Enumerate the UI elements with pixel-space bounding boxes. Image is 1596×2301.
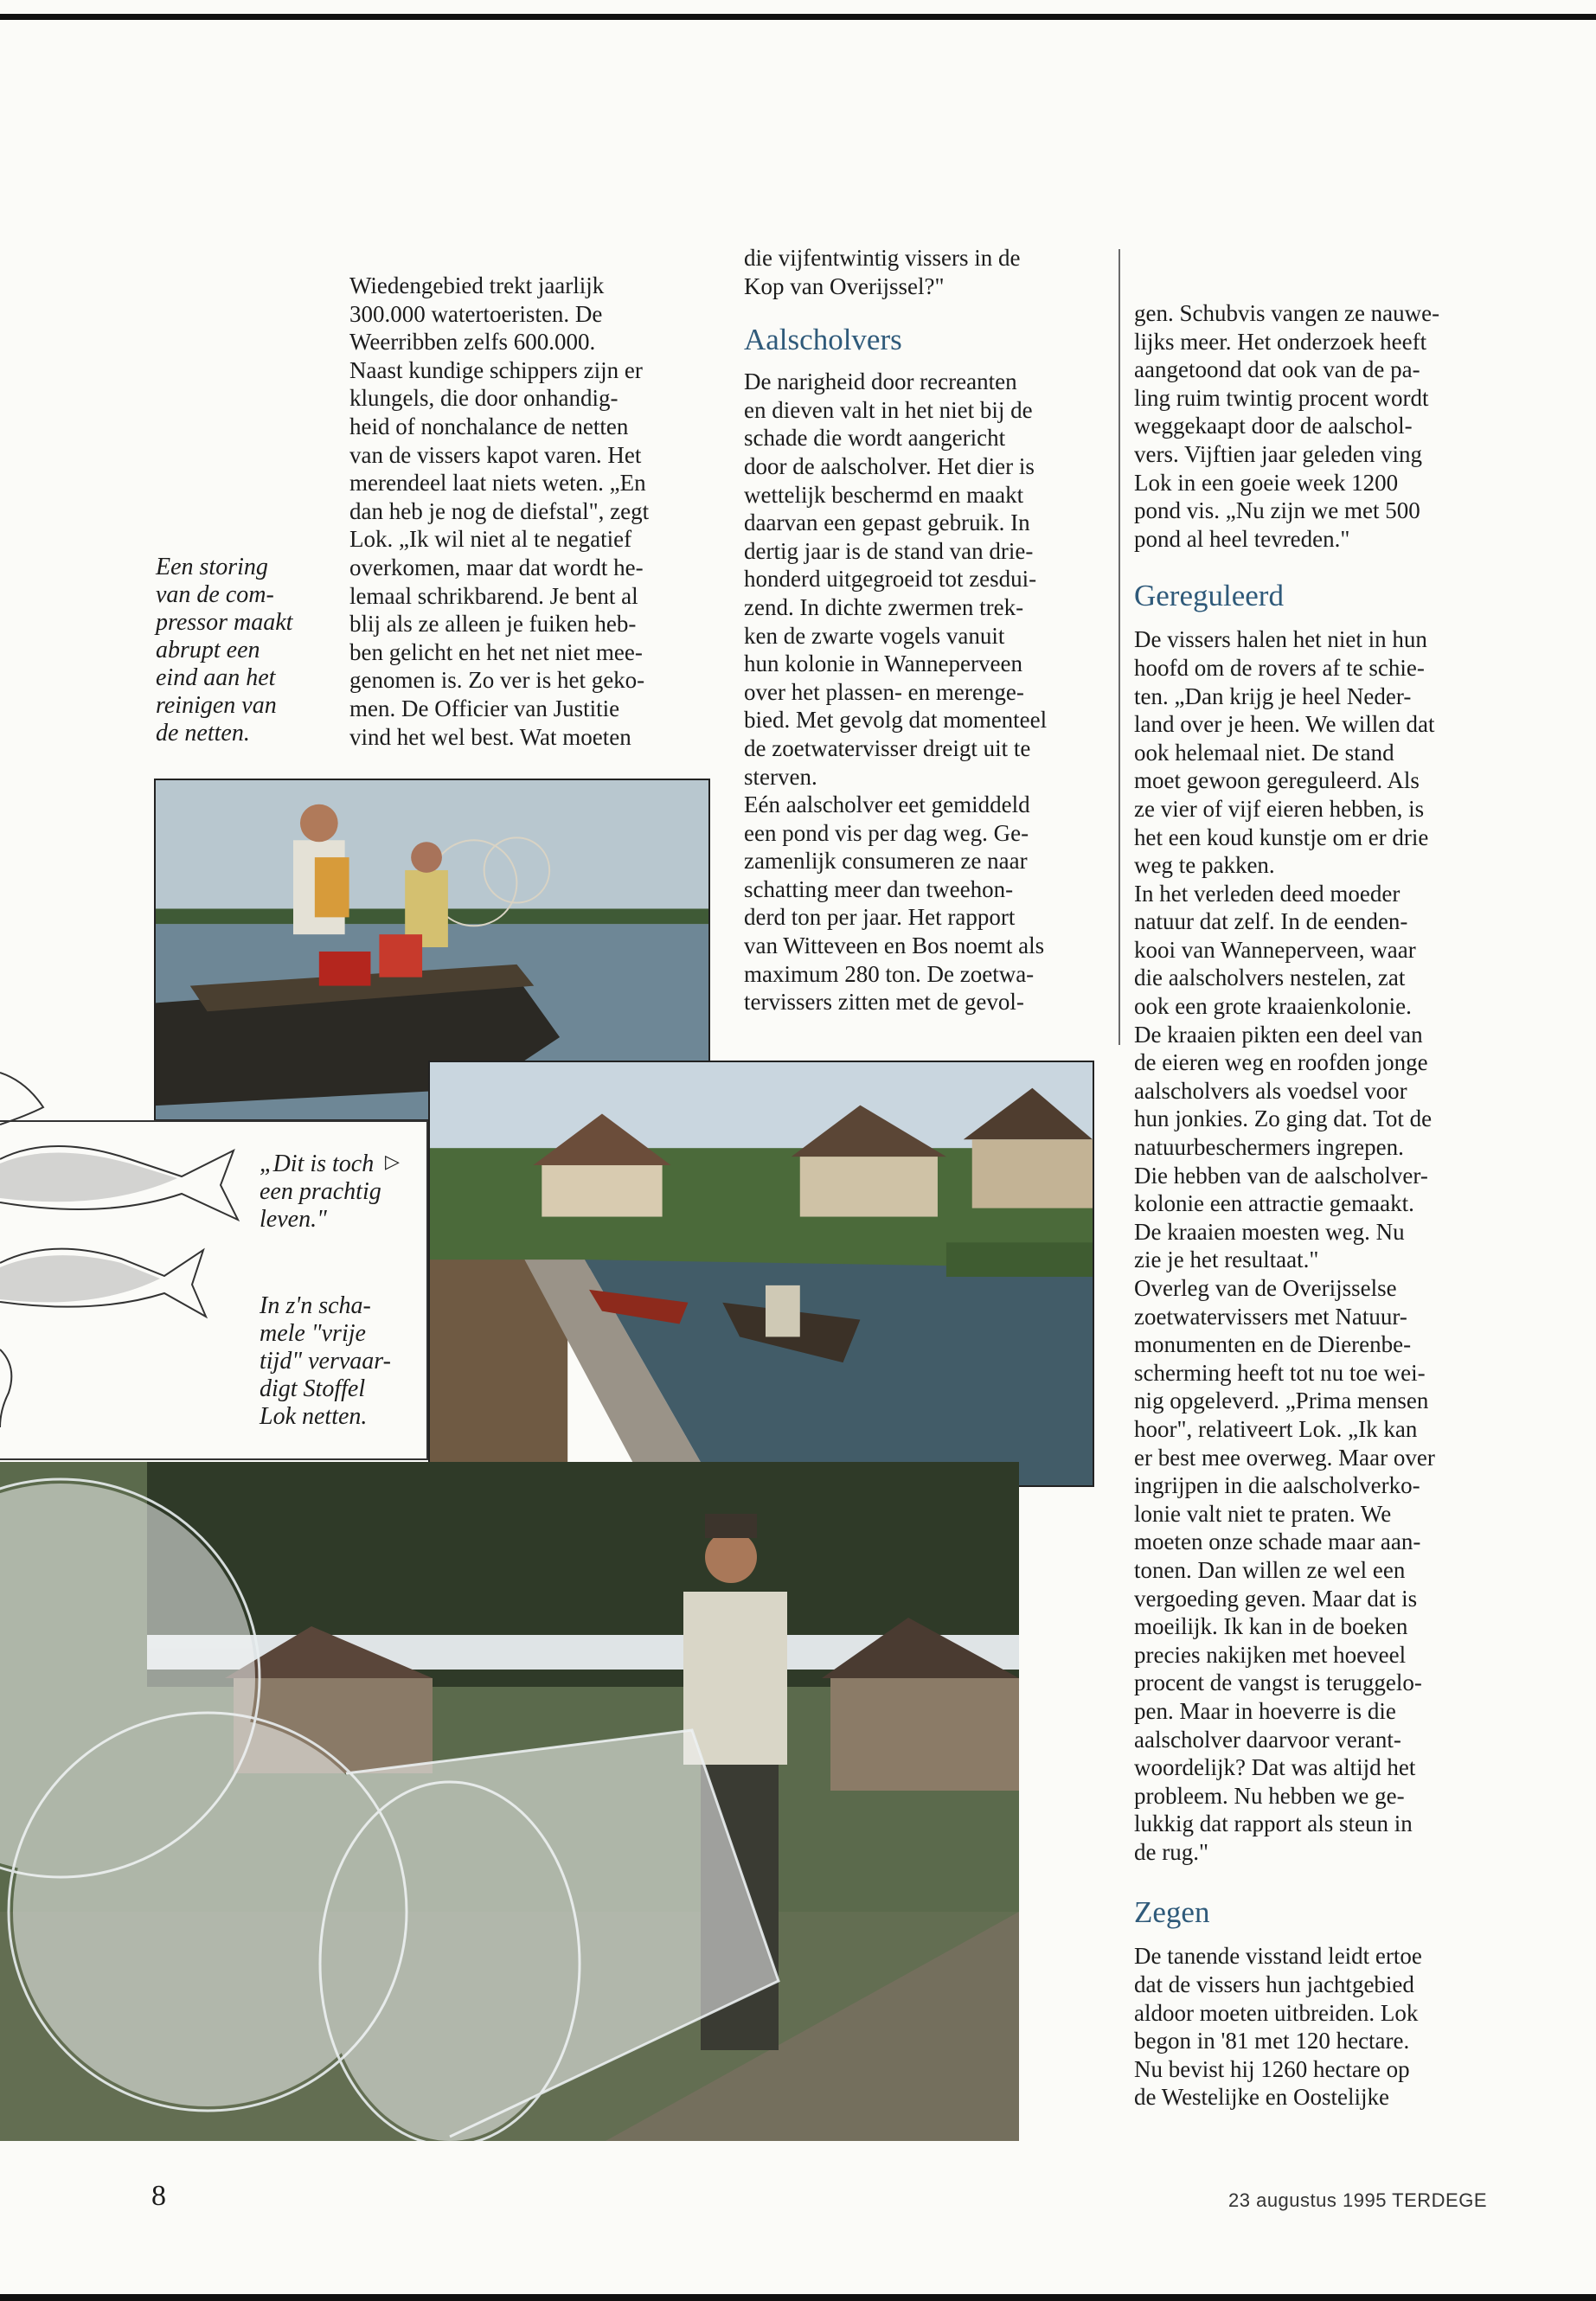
fish-illustration	[0, 1064, 251, 1471]
photo-man-with-nets	[0, 1462, 1019, 2141]
column-1-text: Wiedengebied trekt jaarlijk 300.000 watertoeristen. De Weerribben zelfs 600.000. Naast kundige schippers zijn er klungels, die door onhandig- heid of nonchalance de netten van de vissers kapot varen. Het merendeel laat niets weten. „En dan heb je nog de diefstal", zegt Lok. „Ik wil niet al te negatief overkomen, maar dat wordt he- lemaal schrikbarend. Je bent al blij als ze alleen je fuiken heb- ben gelicht en het net niet mee- genomen is. Zo ver is het geko- men. De Officier van Justitie vind het wel best. Wat moeten	[349, 272, 650, 750]
column-3	[1134, 299, 1541, 2112]
heading-gereguleerd: Gereguleerd	[1134, 579, 1284, 613]
column-2	[744, 244, 1107, 1016]
column-3-paragraph-1: gen. Schubvis vangen ze nauwe- lijks meer. Het onderzoek heeft aangetoond dat ook van de pa- ling ruim twintig procent wordt weggekaapt door de aalschol- vers. Vijftien jaar geleden ving Lok in een goeie week 1200 pond vis. „Nu zijn we met 500 pond al heel tevreden."	[1134, 300, 1440, 552]
column-divider	[1118, 249, 1120, 1045]
column-3-paragraph-2: De vissers halen het niet in hun hoofd om de rovers af te schie- ten. „Dan krijg je heel Neder- land over je heen. We willen dat ook helemaal niet. De stand moet gewoon gereguleerd. Als ze vier of vijf eieren hebben, is het een koud kunstje om er drie weg te pakken.	[1134, 626, 1435, 879]
arrow-icon: ▷	[385, 1150, 400, 1172]
photo-caption-nets: In z'n scha- mele "vrije tijd" vervaar- digt Stoffel Lok netten.	[260, 1292, 391, 1430]
heading-zegen: Zegen	[1134, 1895, 1210, 1930]
page-number: 8	[151, 2180, 166, 2212]
photo-caption-compressor: Een storing van de com- pressor maakt abrupt een eind aan het reinigen van de netten.	[156, 554, 293, 747]
column-2-intro: die vijfentwintig vissers in de Kop van Overijssel?"	[744, 245, 1021, 299]
column-2-paragraph-1: De narigheid door recreanten en dieven valt in het niet bij de schade die wordt aangericht door de aalscholver. Het dier is wettelijk beschermd en maakt daarvan een gepast gebruik. In dertig jaar is de stand van drie- honderd uitgegroeid tot zesdui- zend. In dichte zwermen trek- ken de zwarte vogels vanuit hun kolonie in Wanneperveen over het plassen- en merenge- bied. Met gevolg dat momenteel de zoetwatervisser dreigt uit te sterven.	[744, 369, 1048, 790]
column-2-paragraph-2: Eén aalscholver eet gemiddeld een pond vis per dag weg. Ge- zamenlijk consumeren ze naar schatting meer dan tweehon- derd ton per jaar. Het rapport van Witteveen en Bos noemt als maximum 280 ton. De zoetwa- tervissers zitten met de gevol-	[744, 792, 1045, 1016]
heading-aalscholvers: Aalscholvers	[744, 323, 902, 357]
issue-line: 23 augustus 1995 TERDEGE	[1228, 2189, 1487, 2211]
column-3-paragraph-5: De tanende visstand leidt ertoe dat de vissers hun jachtgebied aldoor moeten uitbreiden. Lok begon in '81 met 120 hectare. Nu bevist hij 1260 hectare op de Westelijke en Oostelijke	[1134, 1943, 1422, 2111]
bottom-rule	[0, 2294, 1596, 2301]
column-1	[349, 272, 713, 751]
column-3-paragraph-4: Overleg van de Overijsselse zoetwatervissers met Natuur- monumenten en de Dierenbe- scherming heeft tot nu toe wei- nig opgeleverd. „Prima mensen hoor", relativeert Lok. „Ik kan er best mee overweg. Maar over ingrijpen in die aalscholverko- lonie valt niet te praten. We moeten onze schade maar aan- tonen. Dan willen ze wel een vergoeding geven. Maar dat is moeilijk. Ik kan in de boeken precies nakijken met hoeveel procent de vangst is teruggelo- pen. Maar in hoeverre is die aalscholver daarvoor verant- woordelijk? Dat was altijd het probleem. Nu hebben we ge- lukkig dat rapport als steun in de rug."	[1134, 1275, 1435, 1865]
column-3-paragraph-3: In het verleden deed moeder natuur dat zelf. In de eenden- kooi van Wanneperveen, waar die aalscholvers nestelen, zat ook een grote kraaienkolonie. De kraaien pikten een deel van de eieren weg en roofden jonge aalscholvers als voedsel voor hun jonkies. Zo ging dat. Tot de natuurbeschermers ingrepen. Die hebben van de aalscholver- kolonie een attractie gemaakt. De kraaien moesten weg. Nu zie je het resultaat."	[1134, 880, 1433, 1273]
caption-quote-text: „Dit is toch een prachtig leven."	[260, 1150, 381, 1233]
photo-village-canal	[428, 1061, 1094, 1487]
top-rule	[0, 14, 1596, 20]
